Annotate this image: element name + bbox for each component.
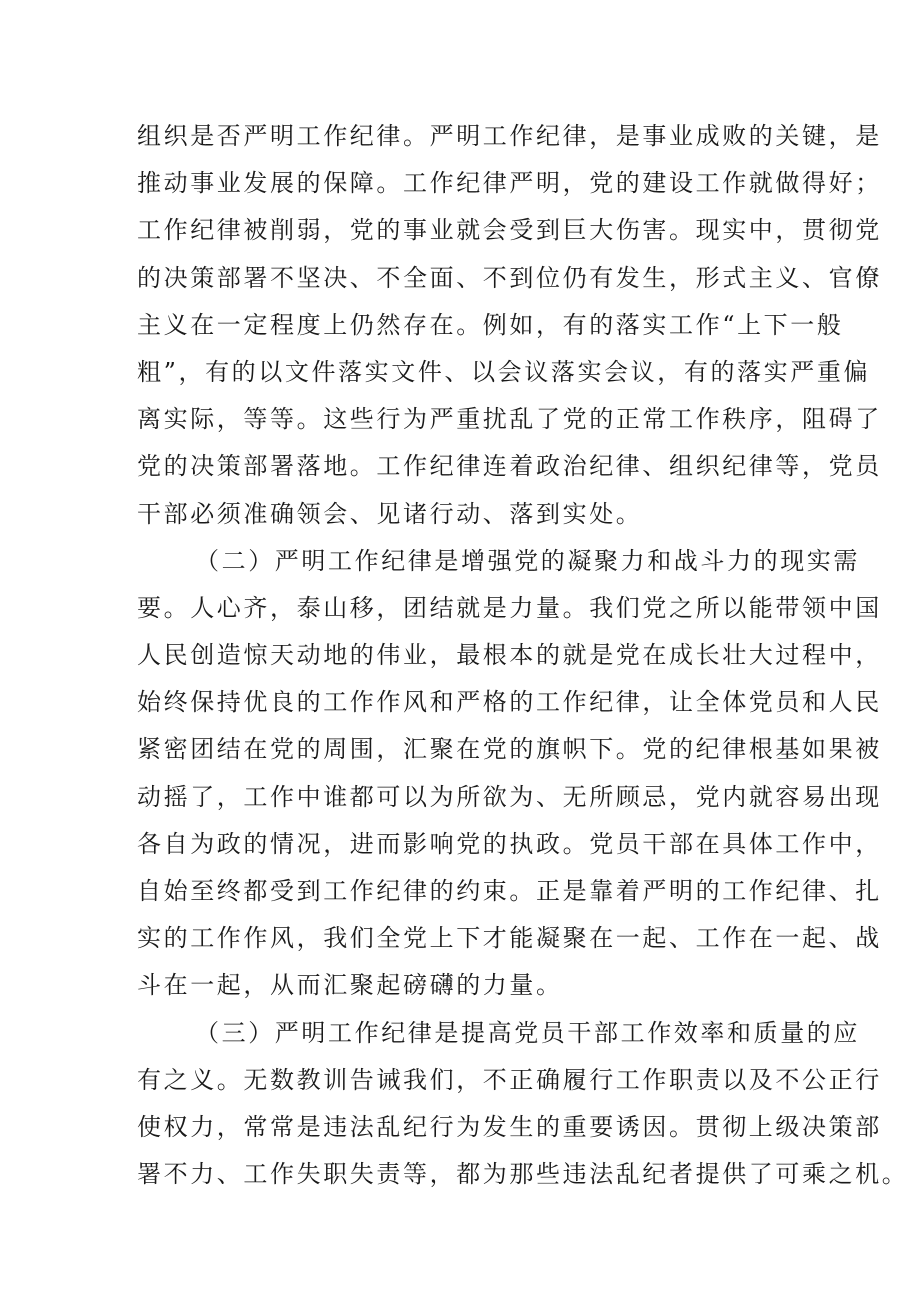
text-line: 党的决策部署落地。工作纪律连着政治纪律、组织纪律等，党员 bbox=[137, 452, 882, 481]
text-line: 实的工作作风，我们全党上下才能凝聚在一起、工作在一起、战 bbox=[137, 924, 882, 953]
text-line: 的决策部署不坚决、不全面、不到位仍有发生，形式主义、官僚 bbox=[137, 263, 882, 292]
text-line: 斗在一起，从而汇聚起磅礴的力量。 bbox=[137, 971, 563, 1000]
text-line: 要。人心齐，泰山移，团结就是力量。我们党之所以能带领中国 bbox=[137, 593, 882, 622]
text-line: 干部必须准确领会、见诸行动、落到实处。 bbox=[137, 499, 643, 528]
text-line: 推动事业发展的保障。工作纪律严明，党的建设工作就做得好； bbox=[137, 169, 882, 198]
text-line: 使权力，常常是违法乱纪行为发生的重要诱因。贯彻上级决策部 bbox=[137, 1112, 882, 1141]
text-line: 始终保持优良的工作作风和严格的工作纪律，让全体党员和人民 bbox=[137, 688, 882, 717]
document-body bbox=[137, 113, 909, 1198]
text-line: 署不力、工作失职失责等，都为那些违法乱纪者提供了可乘之机。 bbox=[137, 1160, 909, 1189]
text-line: 紧密团结在党的周围，汇聚在党的旗帜下。党的纪律根基如果被 bbox=[137, 735, 882, 764]
text-line: 动摇了，工作中谁都可以为所欲为、无所顾忌，党内就容易出现 bbox=[137, 782, 882, 811]
section-heading-line: （三）严明工作纪律是提高党员干部工作效率和质量的应 bbox=[195, 1018, 860, 1047]
text-line: 粗”，有的以文件落实文件、以会议落实会议，有的落实严重偏 bbox=[137, 357, 871, 386]
text-line: 人民创造惊天动地的伟业，最根本的就是党在成长壮大过程中， bbox=[137, 641, 882, 670]
text-line: 有之义。无数教训告诫我们，不正确履行工作职责以及不公正行 bbox=[137, 1065, 882, 1094]
text-line: 组织是否严明工作纪律。严明工作纪律，是事业成败的关键，是 bbox=[137, 122, 882, 150]
section-heading-line: （二）严明工作纪律是增强党的凝聚力和战斗力的现实需 bbox=[195, 546, 860, 575]
text-line: 自始至终都受到工作纪律的约束。正是靠着严明的工作纪律、扎 bbox=[137, 877, 882, 905]
text-line: 各自为政的情况，进而影响党的执政。党员干部在具体工作中， bbox=[137, 829, 882, 858]
text-line: 离实际，等等。这些行为严重扰乱了党的正常工作秩序，阻碍了 bbox=[137, 405, 882, 434]
text-line: 主义在一定程度上仍然存在。例如，有的落实工作“上下一般 bbox=[137, 310, 844, 339]
text-line: 工作纪律被削弱，党的事业就会受到巨大伤害。现实中，贯彻党 bbox=[137, 216, 882, 245]
